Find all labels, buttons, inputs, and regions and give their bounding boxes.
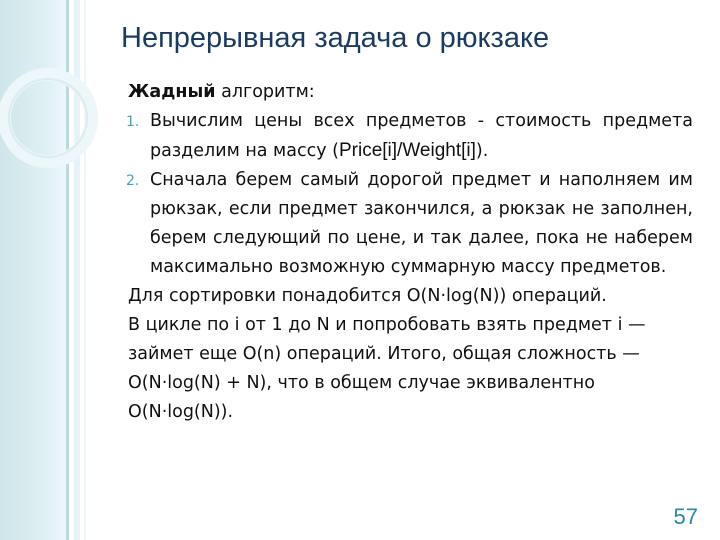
list-item: [128, 166, 693, 282]
page-number: 57: [673, 504, 698, 529]
list-number: 1.: [126, 114, 140, 130]
intro-bold: Жадный: [128, 82, 216, 102]
decorative-stripe: [84, 0, 86, 540]
paragraph-sorting: Для сортировки понадобится O(N·log(N)) операций.: [128, 286, 607, 306]
step-text-end: ).: [475, 141, 489, 161]
formula: Price[i]/Weight[i]: [338, 140, 476, 161]
step-text: Сначала берем самый дорогой предмет и наполняем им рюкзак, если предмет закончился, а рюкзак не заполнен, берем следующий по цене, и так далее, пока не наберем максимально возможную суммарную массу предметов.: [150, 170, 693, 277]
paragraph-complexity: В цикле по i от 1 до N и попробовать взять предмет i — займет еще O(n) операций. Итого, общая сложность — O(N·log(N) + N), что в общем случае эквивалентно O(N·log(N)).: [128, 315, 646, 422]
list-item: [128, 107, 693, 166]
intro-rest: алгоритм:: [215, 82, 315, 102]
list-number: 2.: [126, 173, 140, 189]
decorative-ring: [8, 78, 88, 158]
slide-title: Непрерывная задача о рюкзаке: [121, 22, 550, 54]
step-text: Вычислим цены всех предметов - стоимость предмета разделим на массу (: [150, 111, 693, 161]
steps-list: [128, 107, 693, 282]
slide-body: [128, 78, 693, 427]
intro-line: [128, 78, 693, 107]
